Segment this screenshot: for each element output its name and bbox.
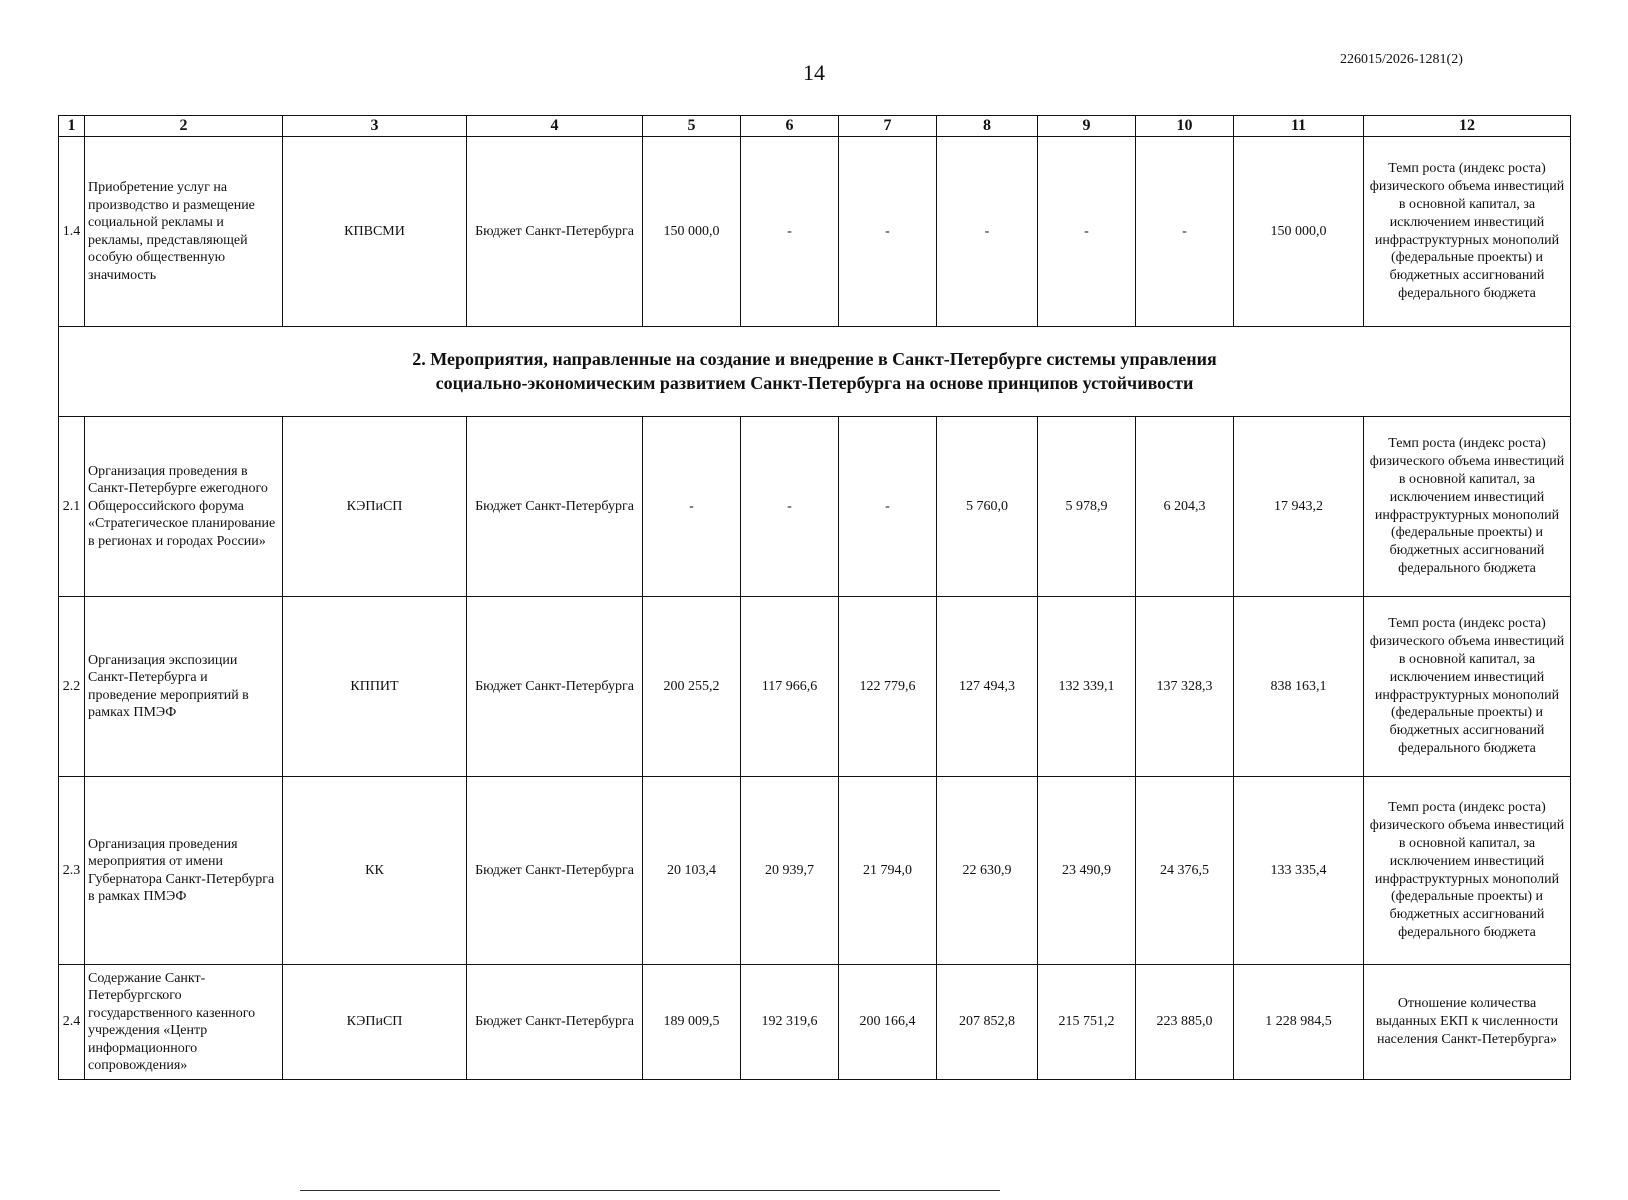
value-col6: 20 939,7	[741, 777, 839, 965]
value-col7: 122 779,6	[839, 597, 937, 777]
indicator: Темп роста (индекс роста) физического объема инвестиций в основной капитал, за исключением инвестиций инфраструктурных монополий (федеральные проекты) и бюджетных ассигнований федерального бюджета	[1364, 417, 1571, 597]
row-number: 2.1	[59, 417, 85, 597]
value-col8: 207 852,8	[937, 965, 1038, 1080]
table-row	[59, 417, 1571, 597]
funding-source: Бюджет Санкт-Петербурга	[467, 137, 643, 327]
indicator: Темп роста (индекс роста) физического объема инвестиций в основной капитал, за исключением инвестиций инфраструктурных монополий (федеральные проекты) и бюджетных ассигнований федерального бюджета	[1364, 137, 1571, 327]
executor: КЭПиСП	[283, 965, 467, 1080]
document-reference: 226015/2026-1281(2)	[1340, 52, 1463, 67]
value-col7: 200 166,4	[839, 965, 937, 1080]
value-col7: -	[839, 417, 937, 597]
value-col10: -	[1136, 137, 1234, 327]
total-value: 838 163,1	[1234, 597, 1364, 777]
value-col10: 137 328,3	[1136, 597, 1234, 777]
activity-name: Приобретение услуг на производство и размещение социальной рекламы и рекламы, представляющей особую общественную значимость	[85, 137, 283, 327]
value-col5: -	[643, 417, 741, 597]
funding-source: Бюджет Санкт-Петербурга	[467, 965, 643, 1080]
funding-source: Бюджет Санкт-Петербурга	[467, 597, 643, 777]
activity-name: Организация проведения мероприятия от имени Губернатора Санкт-Петербурга в рамках ПМЭФ	[85, 777, 283, 965]
column-header: 9	[1038, 116, 1136, 137]
budget-table	[58, 115, 1571, 1080]
table-row	[59, 137, 1571, 327]
row-number: 2.3	[59, 777, 85, 965]
value-col9: 23 490,9	[1038, 777, 1136, 965]
value-col7: -	[839, 137, 937, 327]
value-col8: -	[937, 137, 1038, 327]
header-row	[59, 116, 1571, 137]
value-col6: -	[741, 417, 839, 597]
funding-source: Бюджет Санкт-Петербурга	[467, 417, 643, 597]
value-col6: 192 319,6	[741, 965, 839, 1080]
executor: КЭПиСП	[283, 417, 467, 597]
activity-name: Организация проведения в Санкт-Петербурге ежегодного Общероссийского форума «Стратегическое планирование в регионах и городах России»	[85, 417, 283, 597]
value-col9: -	[1038, 137, 1136, 327]
row-number: 2.4	[59, 965, 85, 1080]
activity-name: Организация экспозиции Санкт-Петербурга и проведение мероприятий в рамках ПМЭФ	[85, 597, 283, 777]
value-col10: 6 204,3	[1136, 417, 1234, 597]
value-col5: 189 009,5	[643, 965, 741, 1080]
column-header: 6	[741, 116, 839, 137]
column-header: 8	[937, 116, 1038, 137]
table-row	[59, 965, 1571, 1080]
total-value: 133 335,4	[1234, 777, 1364, 965]
value-col10: 223 885,0	[1136, 965, 1234, 1080]
section-row	[59, 327, 1571, 417]
value-col5: 20 103,4	[643, 777, 741, 965]
section-title-line-1: 2. Мероприятия, направленные на создание и внедрение в Санкт-Петербурге системы управления	[412, 349, 1217, 370]
executor: КК	[283, 777, 467, 965]
row-number: 1.4	[59, 137, 85, 327]
activity-name: Содержание Санкт-Петербургского государственного казенного учреждения «Центр информационного сопровождения»	[85, 965, 283, 1080]
indicator: Отношение количества выданных ЕКП к численности населения Санкт-Петербурга»	[1364, 965, 1571, 1080]
value-col9: 215 751,2	[1038, 965, 1136, 1080]
table-row	[59, 597, 1571, 777]
section-heading	[59, 327, 1571, 417]
total-value: 1 228 984,5	[1234, 965, 1364, 1080]
column-header: 7	[839, 116, 937, 137]
column-header: 1	[59, 116, 85, 137]
value-col5: 200 255,2	[643, 597, 741, 777]
value-col5: 150 000,0	[643, 137, 741, 327]
total-value: 150 000,0	[1234, 137, 1364, 327]
row-number: 2.2	[59, 597, 85, 777]
table-row	[59, 777, 1571, 965]
column-header: 10	[1136, 116, 1234, 137]
value-col7: 21 794,0	[839, 777, 937, 965]
column-header: 5	[643, 116, 741, 137]
scan-artifact-line	[300, 1190, 1000, 1191]
value-col6: -	[741, 137, 839, 327]
page-number: 14	[803, 60, 825, 85]
column-header: 3	[283, 116, 467, 137]
executor: КППИТ	[283, 597, 467, 777]
funding-source: Бюджет Санкт-Петербурга	[467, 777, 643, 965]
column-header: 11	[1234, 116, 1364, 137]
value-col9: 132 339,1	[1038, 597, 1136, 777]
indicator: Темп роста (индекс роста) физического объема инвестиций в основной капитал, за исключением инвестиций инфраструктурных монополий (федеральные проекты) и бюджетных ассигнований федерального бюджета	[1364, 777, 1571, 965]
column-header: 12	[1364, 116, 1571, 137]
value-col9: 5 978,9	[1038, 417, 1136, 597]
value-col8: 5 760,0	[937, 417, 1038, 597]
section-title-line-2: социально-экономическим развитием Санкт-Петербурга на основе принципов устойчивости	[435, 372, 1194, 393]
value-col8: 22 630,9	[937, 777, 1038, 965]
column-header: 2	[85, 116, 283, 137]
value-col10: 24 376,5	[1136, 777, 1234, 965]
executor: КПВСМИ	[283, 137, 467, 327]
value-col8: 127 494,3	[937, 597, 1038, 777]
column-header: 4	[467, 116, 643, 137]
total-value: 17 943,2	[1234, 417, 1364, 597]
indicator: Темп роста (индекс роста) физического объема инвестиций в основной капитал, за исключением инвестиций инфраструктурных монополий (федеральные проекты) и бюджетных ассигнований федерального бюджета	[1364, 597, 1571, 777]
value-col6: 117 966,6	[741, 597, 839, 777]
